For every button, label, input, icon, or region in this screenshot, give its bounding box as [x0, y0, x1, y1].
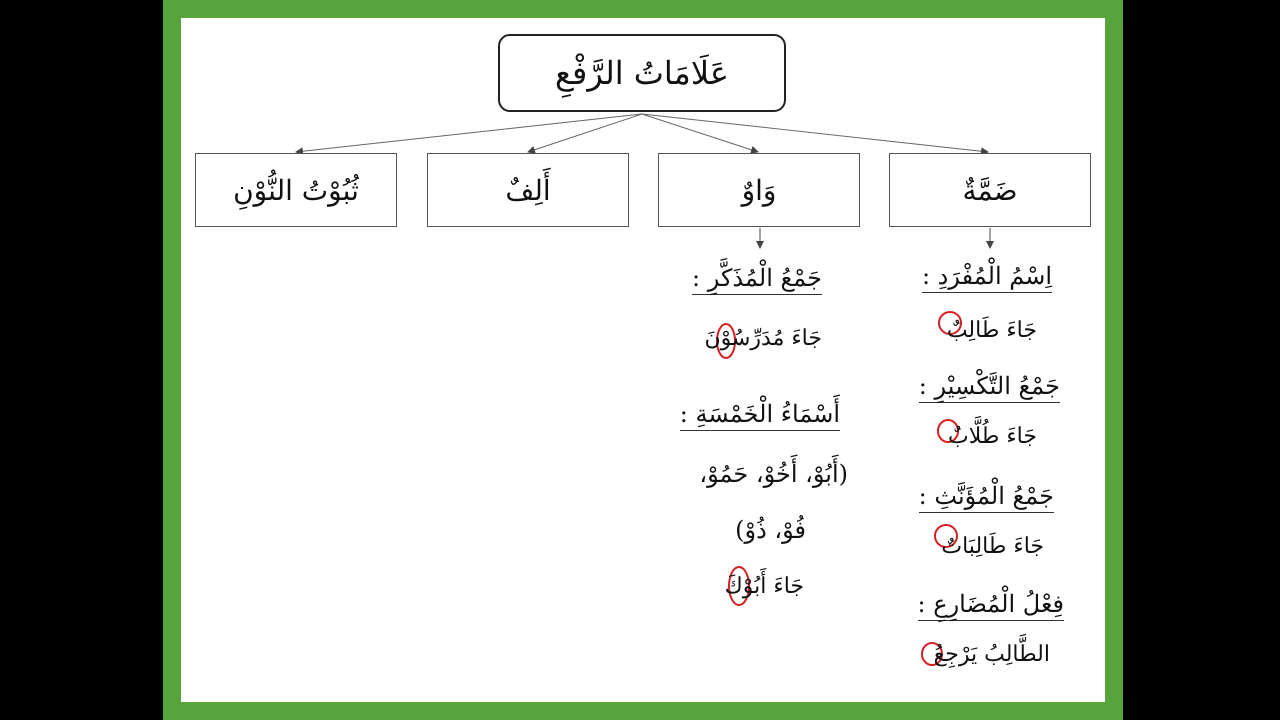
root-node: [498, 34, 786, 112]
category-label: أَلِفٌ: [505, 173, 551, 207]
root-label: عَلَامَاتُ الرَّفْعِ: [555, 54, 729, 92]
asma-khamsa-list: فُوْ، ذُوْ): [735, 516, 806, 544]
damma-heading: فِعْلُ الْمُضَارِعِ :: [918, 590, 1064, 621]
waw-example: جَاءَ مُدَرِّسُوْنَ: [704, 326, 822, 351]
damma-heading: اِسْمُ الْمُفْرَدِ :: [922, 262, 1052, 293]
category-damma: [889, 153, 1091, 227]
damma-example: جَاءَ طَالِبَاتٌ: [941, 534, 1044, 559]
asma-khamsa-list: (أَبُوْ، أَخُوْ، حَمُوْ،: [699, 460, 848, 488]
arrow-to-waw: [642, 114, 758, 152]
damma-heading: جَمْعُ الْمُؤَنَّثِ :: [919, 482, 1054, 513]
damma-example: جَاءَ طُلَّابٌ: [948, 424, 1037, 449]
category-label: وَاوٌ: [741, 173, 777, 207]
damma-example: الطَّالِبُ يَرْجِعُ: [933, 642, 1050, 667]
category-thubut-nun: [195, 153, 397, 227]
arrow-to-alif: [528, 114, 642, 152]
arrow-to-thubut: [296, 114, 642, 152]
damma-example: جَاءَ طَالِبٌ: [946, 318, 1037, 343]
category-alif: [427, 153, 629, 227]
arrow-to-damma: [642, 114, 988, 152]
category-label: ضَمَّةٌ: [962, 173, 1018, 207]
waw-heading: أَسْمَاءُ الْخَمْسَةِ :: [680, 400, 840, 431]
category-label: ثُبُوْتُ النُّوْنِ: [233, 173, 359, 207]
waw-heading: جَمْعُ الْمُذَكَّرِ :: [692, 264, 822, 295]
waw-example: جَاءَ أَبُوْكَ: [724, 574, 804, 599]
damma-heading: جَمْعُ التَّكْسِيْرِ :: [919, 372, 1060, 403]
category-waw: [658, 153, 860, 227]
